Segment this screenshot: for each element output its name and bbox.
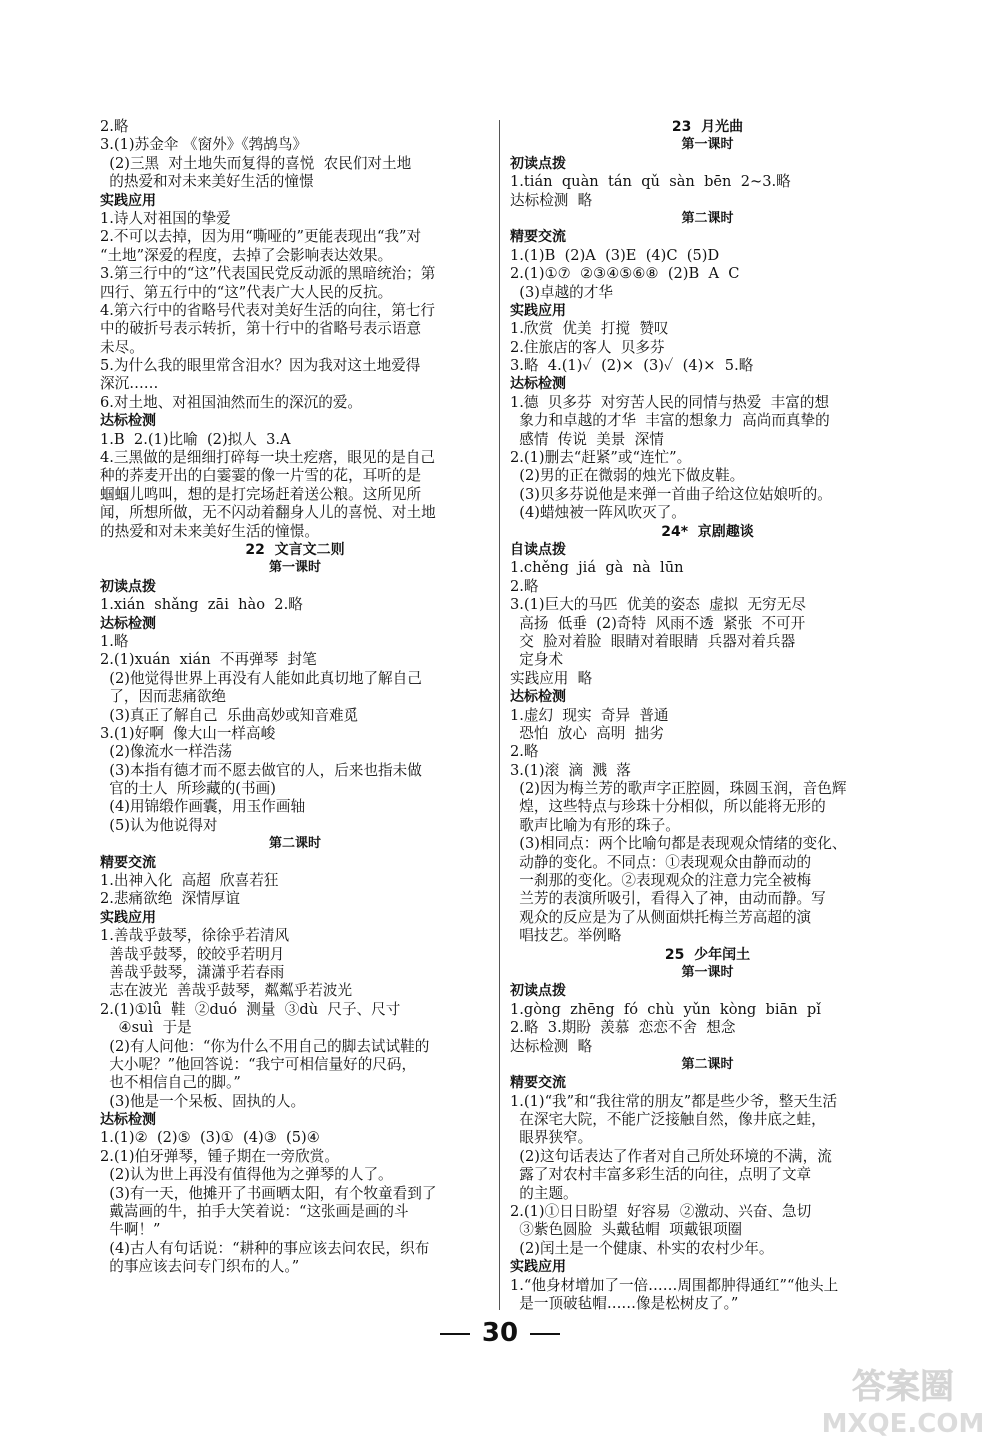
answer-line: 2.略	[510, 577, 539, 595]
watermark-line1: 答案圈	[852, 1367, 954, 1407]
answer-line: 的热爱和对未来美好生活的憧憬。	[100, 522, 319, 540]
right-column	[510, 118, 905, 1313]
answer-line: 观众的反应是为了从侧面烘托梅兰芳高超的演	[510, 908, 812, 926]
section-heading: 实践应用	[100, 192, 156, 209]
answer-line: 2.(1)删去“赶紧”或“连忙”。	[510, 449, 692, 467]
answer-line: (2)因为梅兰芳的歌声字正腔圆，珠圆玉润，音色辉	[510, 780, 847, 798]
answer-line: 1.欣赏 优美 打搅 赞叹	[510, 320, 669, 338]
answer-line: 1.诗人对祖国的挚爱	[100, 209, 231, 227]
answer-line: 1.德 贝多芬 对穷苦人民的同情与热爱 丰富的想	[510, 393, 830, 411]
answer-line: 2.(1)①lǚ 鞋 ②duó 测量 ③dù 尺子、尺寸	[100, 1000, 401, 1018]
answer-line: 深沉……	[100, 375, 159, 393]
section-heading: 精要交流	[100, 854, 156, 871]
answer-line: 3.(1)苏金伞 《窗外》《鹁鸪鸟》	[100, 136, 308, 154]
answer-line: 2.略	[100, 118, 129, 135]
lesson-subtitle: 第二课时	[681, 1056, 734, 1072]
page-number	[0, 1318, 1000, 1348]
answer-line: (2)三黑 对土地失而复得的喜悦 农民们对土地	[100, 154, 412, 172]
section-heading: 达标检测	[100, 615, 156, 632]
answer-line: 2.略	[510, 743, 539, 761]
answer-line: (3)有一天，他摊开了书画晒太阳，有个牧童看到了	[100, 1184, 437, 1202]
watermark-line2: MXQE.COM	[821, 1409, 985, 1439]
answer-line: 2.悲痛欲绝 深情厚谊	[100, 890, 240, 908]
section-heading: 精要交流	[510, 229, 566, 246]
watermark-logo	[818, 1356, 988, 1441]
answer-line: (2)这句话表达了作者对自己所处环境的不满，流	[510, 1147, 832, 1165]
answer-line: (2)他觉得世界上再没有人能如此真切地了解自己	[100, 669, 422, 687]
answer-line: 1.(1)② (2)⑤ (3)① (4)③ (5)④	[100, 1129, 320, 1147]
answer-line: 1.(1)“我”和“我往常的朋友”都是些少爷，整天生活	[510, 1092, 838, 1110]
page-number-text: 30	[481, 1318, 519, 1348]
answer-line: 感情 传说 美景 深情	[510, 430, 664, 448]
answer-line: “土地”深爱的程度，去掉了会影响表达效果。	[100, 246, 393, 264]
lesson-subtitle: 第一课时	[681, 137, 734, 153]
answer-line: (2)闰土是一个健康、朴实的农村少年。	[510, 1239, 774, 1257]
answer-line: 歌声比喻为有形的珠子。	[510, 816, 680, 834]
section-heading: 初读点拨	[100, 578, 156, 595]
section-heading: 实践应用	[510, 1259, 566, 1276]
answer-line: 3.(1)好啊 像大山一样高峻	[100, 724, 276, 742]
answer-line: (2)有人问他：“你为什么不用自己的脚去试试鞋的	[100, 1037, 430, 1055]
column-divider	[499, 120, 500, 1310]
section-heading: 达标检测	[510, 376, 566, 393]
answer-line: 牛啊！”	[100, 1221, 161, 1239]
answer-line: 动静的变化。不同点：①表现观众由静而动的	[510, 853, 812, 871]
section-heading: 实践应用	[100, 909, 156, 926]
section-heading: 达标检测	[100, 413, 156, 430]
answer-line: (3)本指有德才而不愿去做官的人，后来也指未做	[100, 761, 422, 779]
answer-line: 3.(1)滚 滴 溅 落	[510, 761, 631, 779]
answer-line: (4)古人有句话说：“耕种的事应该去问农民，织布	[100, 1239, 430, 1257]
lesson-title: 22 文言文二则	[245, 541, 345, 558]
answer-line: 达标检测 略	[510, 1037, 593, 1055]
lesson-subtitle: 第二课时	[681, 210, 734, 226]
answer-line: 2.(1)xuán xián 不再弹琴 封笔	[100, 651, 317, 669]
answer-line: (3)卓越的才华	[510, 283, 613, 301]
answer-line: 兰芳的表演所吸引，看得入了神，由动而静。写	[510, 890, 826, 908]
answer-line: 煌，这些特点与珍珠十分相似，所以能将无形的	[510, 798, 826, 816]
answer-line: 的热爱和对未来美好生活的憧憬	[100, 173, 314, 191]
answer-line: 官的士人 所珍藏的(书画)	[100, 780, 276, 798]
answer-line: 的事应该去问专门织布的人。”	[100, 1258, 300, 1276]
section-heading: 精要交流	[510, 1075, 566, 1092]
answer-line: 唱技艺。举例略	[510, 927, 622, 945]
answer-line: 2.略 3.期盼 羡慕 恋恋不舍 想念	[510, 1019, 736, 1037]
answer-line: 1.出神入化 高超 欣喜若狂	[100, 872, 279, 890]
answer-line: 眼界狭窄。	[510, 1129, 593, 1147]
answer-line: ③紫色圆脸 头戴毡帽 项戴银项圈	[510, 1221, 743, 1239]
answer-line: 实践应用 略	[510, 669, 593, 687]
answer-line: 大小呢？”他回答说：“我宁可相信量好的尺码，	[100, 1055, 417, 1073]
answer-line: 3.(1)巨大的马匹 优美的姿态 虚拟 无穷无尽	[510, 596, 806, 614]
answer-line: 未尽。	[100, 338, 144, 356]
answer-line: 的主题。	[510, 1184, 578, 1202]
answer-line: 四行、第五行中的“这”代表广大人民的反抗。	[100, 283, 393, 301]
answer-line: 6.对土地、对祖国油然而生的深沉的爱。	[100, 393, 363, 411]
answer-line: 2.不可以去掉，因为用“嘶哑的”更能表现出“我”对	[100, 228, 422, 246]
answer-line: 是一顶破毡帽……像是松树皮了。”	[510, 1295, 739, 1312]
answer-line: 恐怕 放心 高明 拙劣	[510, 724, 664, 742]
answer-line: 2.(1)①日日盼望 好容易 ②激动、兴奋、急切	[510, 1203, 812, 1221]
section-heading: 达标检测	[100, 1112, 156, 1129]
lesson-title: 25 少年闰土	[664, 946, 751, 963]
answer-line: 交 脸对着脸 眼睛对着眼睛 兵器对着兵器	[510, 632, 796, 650]
answer-line: (5)认为他说得对	[100, 816, 218, 834]
answer-line: 5.为什么我的眼里常含泪水？因为我对这土地爱得	[100, 357, 421, 375]
answer-line: (3)相同点：两个比喻句都是表现观众情绪的变化、	[510, 835, 847, 853]
answer-line: 达标检测 略	[510, 191, 593, 209]
answer-line: 2.住旅店的客人 贝多芬	[510, 338, 665, 356]
answer-line: 蝈蝈儿鸣叫，想的是打完场赶着送公粮。这所见所	[100, 485, 422, 503]
answer-line: 1.tián quàn tán qǔ sàn bēn 2~3.略	[510, 173, 791, 191]
answer-line: 善哉乎鼓琴，潇潇乎若春雨	[100, 963, 285, 981]
answer-line: 4.三黑做的是细细打碎每一块土疙瘩，眼见的是自己	[100, 449, 435, 467]
answer-line: 定身术	[510, 651, 564, 669]
answer-line: (2)认为世上再没有值得他为之弹琴的人了。	[100, 1166, 393, 1184]
answer-line: 3.略 4.(1)✓ (2)× (3)✓ (4)× 5.略	[510, 357, 754, 375]
answer-line: 善哉乎鼓琴，皎皎乎若明月	[100, 945, 285, 963]
answer-line: (4)蜡烛被一阵风吹灭了。	[510, 504, 686, 522]
answer-line: (2)像流水一样浩荡	[100, 743, 233, 761]
answer-line: (4)用锦缎作画囊，用玉作画轴	[100, 798, 306, 816]
answer-line: 1.chěng jiá gà nà lūn	[510, 559, 684, 577]
left-dash	[440, 1333, 470, 1335]
lesson-title: 23 月光曲	[671, 119, 744, 135]
answer-line: 了，因而悲痛欲绝	[100, 688, 227, 706]
answer-line: 闻，所想所做，无不闪动着翻身人儿的喜悦、对土地	[100, 504, 436, 522]
answer-line: (3)真正了解自己 乐曲高妙或知音难觅	[100, 706, 359, 724]
section-heading: 实践应用	[510, 302, 566, 319]
answer-line: ④suì 于是	[100, 1019, 192, 1037]
answer-line: 中的破折号表示转折，第十行中的省略号表示语意	[100, 320, 422, 338]
lesson-title: 24* 京剧趣谈	[661, 523, 754, 540]
answer-line: 一刹那的变化。②表现观众的注意力完全被梅	[510, 872, 812, 890]
lesson-subtitle: 第一课时	[681, 964, 734, 980]
answer-line: 也不相信自己的脚。”	[100, 1074, 241, 1092]
answer-line: 1.“他身材增加了一倍……周围都肿得通红”“他头上	[510, 1276, 839, 1294]
answer-line: 1.善哉乎鼓琴，徐徐乎若清风	[100, 927, 290, 945]
answer-line: 戴嵩画的牛，拍手大笑着说：“这张画是画的斗	[100, 1203, 409, 1221]
answer-line: (2)男的正在微弱的烛光下做皮鞋。	[510, 467, 745, 485]
section-heading: 初读点拨	[510, 983, 566, 1000]
answer-line: 1.(1)B (2)A (3)E (4)C (5)D	[510, 246, 720, 264]
lesson-subtitle: 第一课时	[268, 560, 321, 576]
answer-line: 志在波光 善哉乎鼓琴，粼粼乎若波光	[100, 982, 353, 1000]
answer-line: 1.略	[100, 632, 129, 650]
lesson-subtitle: 第二课时	[268, 836, 321, 852]
answer-line: 1.B 2.(1)比喻 (2)拟人 3.A	[100, 430, 291, 448]
answer-line: 3.第三行中的“这”代表国民党反动派的黑暗统治；第	[100, 265, 436, 283]
answer-line: (3)他是一个呆板、固执的人。	[100, 1092, 306, 1110]
left-column	[100, 118, 490, 1277]
answer-line: (3)贝多芬说他是来弹一首曲子给这位姑娘听的。	[510, 485, 832, 503]
answer-line: 1.xián shǎng zāi hào 2.略	[100, 596, 303, 614]
section-heading: 达标检测	[510, 689, 566, 706]
answer-line: 种的荞麦开出的白霎霎的像一片雪的花，耳听的是	[100, 467, 422, 485]
answer-line: 高扬 低垂 (2)奇特 风雨不透 紧张 不可开	[510, 614, 806, 632]
answer-line: 象力和卓越的才华 丰富的想象力 高尚而真挚的	[510, 412, 830, 430]
section-heading: 自读点拨	[510, 541, 566, 558]
answer-line: 露了对农村丰富多彩生活的向往，点明了文章	[510, 1166, 812, 1184]
answer-line: 在深宅大院，不能广泛接触自然，像井底之蛙，	[510, 1111, 826, 1129]
answer-line: 2.(1)伯牙弹琴，锺子期在一旁欣赏。	[100, 1147, 339, 1165]
answer-line: 2.(1)①⑦ ②③④⑤⑥⑧ (2)B A C	[510, 265, 740, 283]
section-heading: 初读点拨	[510, 155, 566, 172]
right-dash	[530, 1333, 560, 1335]
answer-line: 1.虚幻 现实 奇异 普通	[510, 706, 669, 724]
answer-line: 1.gòng zhēng fó chù yǔn kòng biān pǐ	[510, 1000, 821, 1018]
answer-line: 4.第六行中的省略号代表对美好生活的向往，第七行	[100, 301, 435, 319]
